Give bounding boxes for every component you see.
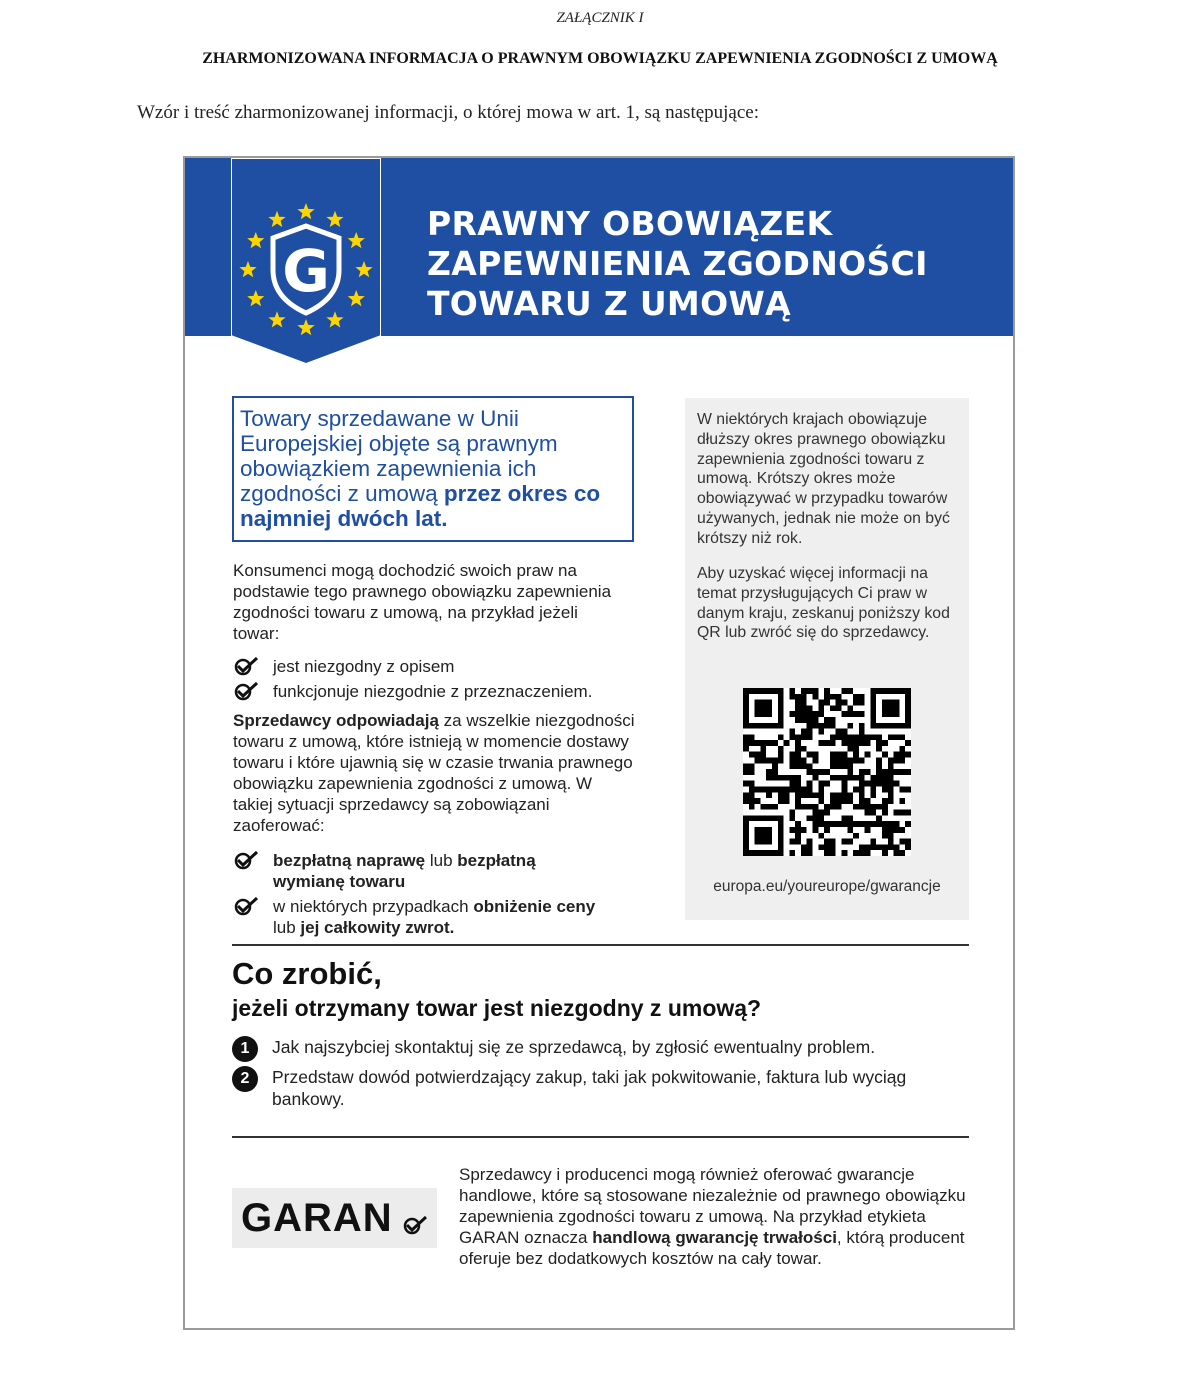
logo-letter: G [282,237,330,305]
remedy-bold: bezpłatną naprawę [273,851,426,870]
side-paragraph-2: Aby uzyskać więcej informacji na temat przysługujących Ci praw w danym kraju, zeskanuj poniższy kod QR lub zwróć się do sprzedawcy. [697,565,950,642]
intro-box-text: Towary sprzedawane w Unii Europejskiej objęte są prawnym obowiązkiem zapewnienia ich zgodności z umową [240,406,558,506]
banner-heading [427,204,987,324]
two-year-guarantee-box [232,396,634,542]
document-intro: Wzór i treść zharmonizowanej informacji, o której mowa w art. 1, są następujące: [137,102,760,123]
check-icon [233,896,259,916]
remedy-text: w niektórych przypadkach [273,897,474,916]
bullet-text: funkcjonuje niezgodnie z przeznaczeniem. [273,682,593,701]
notice-banner [185,158,1013,336]
sellers-bold: Sprzedawcy odpowiadają [233,711,439,730]
sellers-text: za wszelkie niezgodności towaru z umową, które istnieją w momencie dostawy towaru i które ujawnią się w czasie trwania prawnego obowiązku zapewnienia zgodności z umową. W takiej sytuacji sprzedawcy są zobowiązani zaoferować: [233,711,635,835]
eu-guarantee-shield-icon [231,158,381,364]
annex-label: ZAŁĄCZNIK I [556,10,644,26]
check-icon [233,850,259,870]
banner-heading-line: PRAWNY OBOWIĄZEK [427,204,833,243]
intro-box-bold: przez okres co najmniej dwóch lat. [240,481,601,531]
remedy-bold: jej całkowity zwrot. [300,918,455,937]
check-icon [233,681,259,701]
what-to-do-subtitle: jeżeli otrzymany towar jest niezgodny z umową? [232,995,762,1021]
banner-heading-line: ZAPEWNIENIA ZGODNOŚCI [427,244,928,283]
list-item [232,1066,952,1110]
step-text: Przedstaw dowód potwierdzający zakup, taki jak pokwitowanie, faktura lub wyciąg bankowy. [272,1067,907,1109]
rights-paragraph: Konsumenci mogą dochodzić swoich praw na podstawie tego prawnego obowiązku zapewnienia zgodności towaru z umową, na przykład jeżeli towar: [233,561,612,643]
harmonised-notice [183,156,1015,1330]
garan-wordmark: GARAN [241,1196,393,1240]
qr-code-icon[interactable] [741,688,913,856]
section-divider [232,944,969,946]
garan-bold: handlową gwarancję trwałości [592,1228,837,1247]
step-number-badge: 2 [232,1066,258,1092]
sellers-paragraph [233,710,635,836]
commercial-guarantee-paragraph [459,1164,989,1269]
country-info-box [685,398,969,920]
section-divider [232,1136,969,1138]
garan-label [232,1188,437,1248]
check-icon [233,656,259,676]
bullet-text: jest niezgodny z opisem [273,657,455,676]
remedy-text: lub [273,918,301,937]
list-item [233,681,653,702]
garan-text: Sprzedawcy i producenci mogą również oferować gwarancje handlowe, które są stosowane niezależnie od prawnego obowiązku zapewnienia zgodności towaru z umową. Na przykład etykieta GARAN oznacza [459,1165,966,1247]
list-item [233,850,593,892]
banner-heading-line: TOWARU Z UMOWĄ [427,284,791,323]
step-text: Jak najszybciej skontaktuj się ze sprzedawcą, by zgłosić ewentualny problem. [272,1037,876,1057]
document-title: ZHARMONIZOWANA INFORMACJA O PRAWNYM OBOWIĄZKU ZAPEWNIENIA ZGODNOŚCI Z UMOWĄ [202,50,998,67]
remedy-bold: obniżenie ceny [473,897,596,916]
garan-text-end: , którą producent oferuje bez dodatkowych kosztów na cały towar. [459,1228,965,1268]
list-item [232,1036,952,1058]
info-url-link[interactable]: europa.eu/youreurope/gwarancje [713,878,941,895]
what-to-do-title: Co zrobić, [232,956,382,991]
check-icon [402,1214,428,1236]
side-paragraph-1: W niektórych krajach obowiązuje dłuższy okres prawnego obowiązku zapewnienia zgodności towaru z umową. Krótszy okres może obowiązywać w przypadku towarów używanych, jednak nie może on być krótszy niż rok. [697,411,950,547]
remedy-text: lub [425,851,458,870]
list-item [233,896,613,938]
step-number-badge: 1 [232,1036,258,1062]
list-item [233,656,653,677]
remedy-bold: bezpłatną wymianę towaru [273,851,536,891]
